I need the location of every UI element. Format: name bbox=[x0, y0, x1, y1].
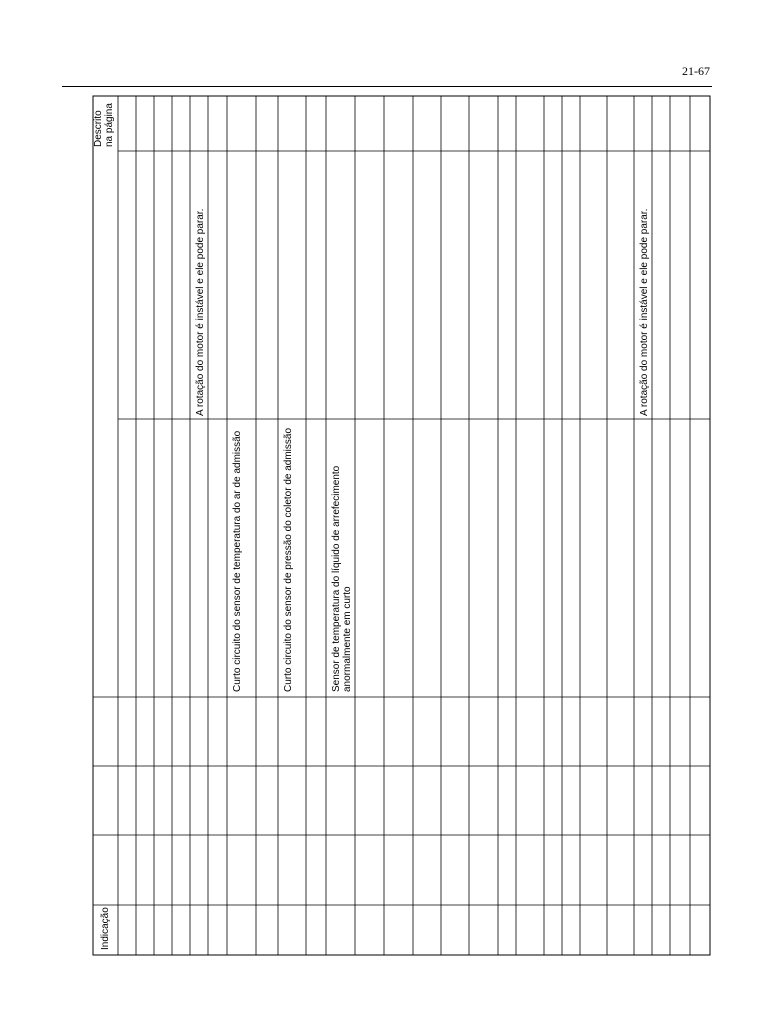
row-item-text: Curto circuito do sensor de temperatura do ar de admissão bbox=[232, 430, 243, 692]
table-frame bbox=[93, 96, 710, 955]
row-note-text: A rotação do motor é instável e ele pode parar. bbox=[195, 208, 206, 416]
row-item-text: Sensor de temperatura do líquido de arrefecimento bbox=[331, 465, 342, 692]
row-note-text: A rotação do motor é instável e ele pode parar. bbox=[639, 208, 650, 416]
header-indication: Indicação bbox=[100, 907, 111, 950]
row-item-text: anormalmente em curto bbox=[342, 586, 353, 692]
row-item-text: Curto circuito do sensor de pressão do coletor de admissão bbox=[283, 427, 294, 692]
header-described-line2: na página bbox=[104, 103, 115, 147]
page-number: 21-67 bbox=[682, 64, 710, 78]
header-described-line1: Descrito bbox=[93, 110, 104, 147]
